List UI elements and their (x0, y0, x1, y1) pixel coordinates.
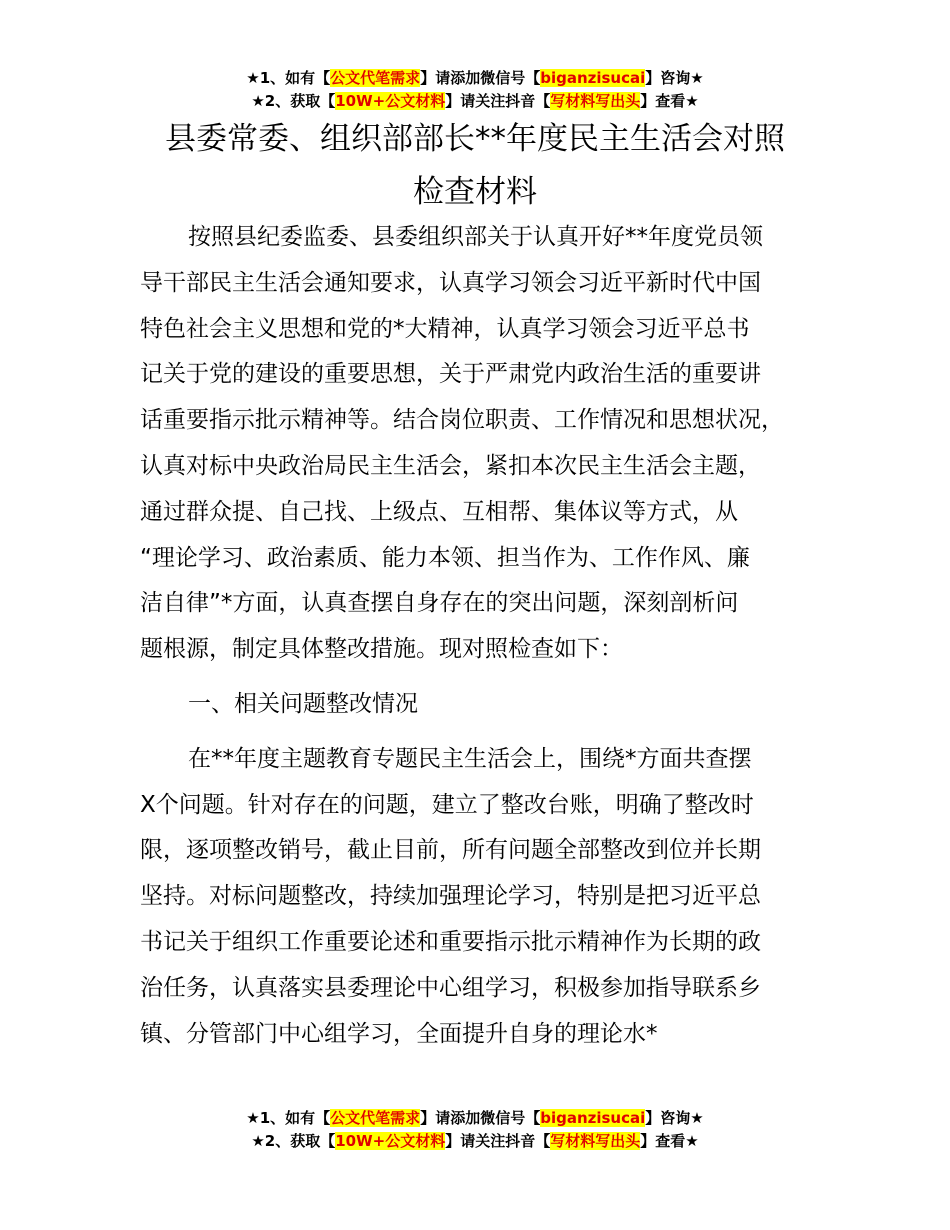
highlight-wechat-id: biganzisucai (540, 69, 646, 87)
bottom-banner (0, 1107, 950, 1153)
highlight-service: 公文代笔需求 (330, 1109, 421, 1127)
highlight-douyin: 写材料写出头 (550, 1132, 641, 1150)
highlight-wechat-id: biganzisucai (540, 1109, 646, 1127)
banner-line-2: ★2、获取【10W+公文材料】请关注抖音【写材料写出头】查看★ (251, 92, 699, 110)
title-line-2: 检查材料 (413, 174, 537, 210)
highlight-materials: 10W+公文材料 (335, 1132, 446, 1150)
title-line-1: 县委常委、组织部部长**年度民主生活会对照 (165, 121, 785, 157)
section-heading-1: 一、相关问题整改情况 (188, 690, 418, 717)
highlight-douyin: 写材料写出头 (550, 92, 641, 110)
highlight-materials: 10W+公文材料 (335, 92, 446, 110)
top-banner (0, 67, 950, 113)
document-title (0, 113, 950, 219)
banner-line-1: ★1、如有【公文代笔需求】请添加微信号【biganzisucai】咨询★ (246, 1109, 704, 1127)
highlight-service: 公文代笔需求 (330, 69, 421, 87)
paragraph-rectification: 在**年度主题教育专题民主生活会上，围绕*方面共查摆 X个问题。针对存在的问题，建立了整改台账，明确了整改时 限，逐项整改销号，截止目前，所有问题全部整改到位并长期 坚持。对标问题整改，持续加强理论学习，特别是把习近平总 书记关于组织工作重要论述和重要指示批示精神作为长期的政 治任务，认真落实县委理论中心组学习，积极参加指导联系乡 镇、分管部门中心组学习，全面提升自身的理论水* (140, 745, 761, 1047)
paragraph-intro: 按照县纪委监委、县委组织部关于认真开好**年度党员领 导干部民主生活会通知要求，认真学习领会习近平新时代中国 特色社会主义思想和党的*大精神，认真学习领会习近平总书 记关于党的建设的重要思想，关于严肃党内政治生活的重要讲 话重要指示批示精神等。结合岗位职责、工作情况和思想状况， 认真对标中央政治局民主生活会，紧扣本次民主生活会主题， 通过群众提、自己找、上级点、互相帮、集体议等方式，从 “理论学习、政治素质、能力本领、担当作为、工作作风、廉 洁自律”*方面，认真查摆自身存在的突出问题，深刻剖析问 题根源，制定具体整改措施。现对照检查如下： (140, 224, 784, 663)
document-body (140, 215, 830, 1057)
banner-line-1: ★1、如有【公文代笔需求】请添加微信号【biganzisucai】咨询★ (246, 69, 704, 87)
banner-line-2: ★2、获取【10W+公文材料】请关注抖音【写材料写出头】查看★ (251, 1132, 699, 1150)
